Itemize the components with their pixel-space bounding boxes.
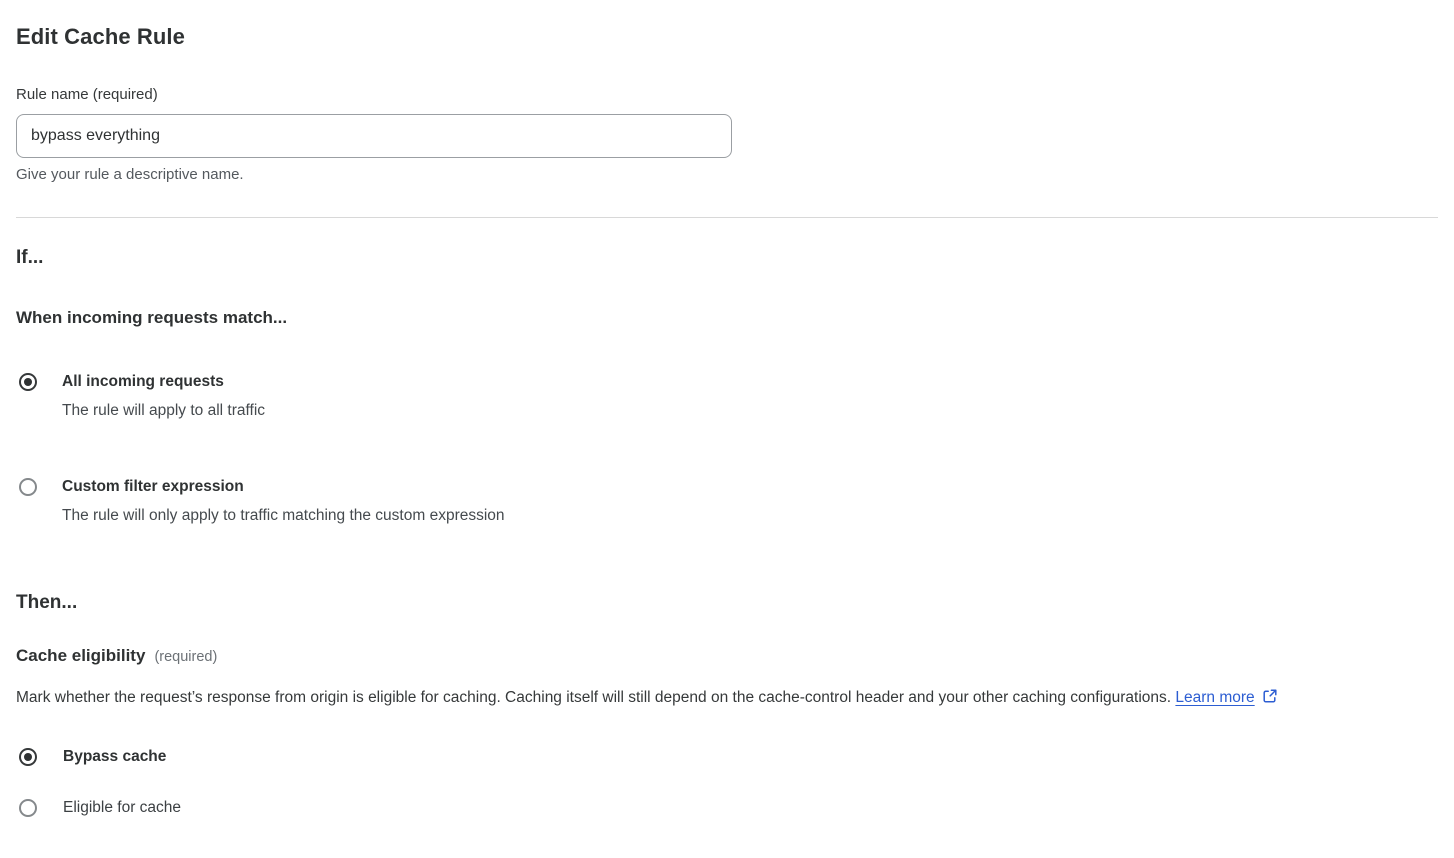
cache-eligibility-title-row [16, 646, 1438, 666]
radio-selected-icon[interactable] [19, 373, 37, 391]
cache-eligibility-required-tag: (required) [154, 649, 218, 665]
cache-eligibility-description-text: Mark whether the request’s response from origin is eligible for caching. Caching itself will still depend on the cache-control header and your other caching configurations. [16, 689, 1172, 706]
radio-option-texts [63, 798, 181, 818]
radio-option-bypass-cache[interactable] [16, 747, 1438, 767]
external-link-icon [1262, 685, 1278, 714]
cache-eligibility-description [16, 683, 1428, 714]
radio-option-description: The rule will only apply to traffic matching the custom expression [62, 507, 505, 524]
learn-more-link[interactable]: Learn more [1175, 689, 1255, 706]
radio-selected-icon[interactable] [19, 748, 37, 766]
if-section-heading: If... [16, 247, 44, 268]
incoming-requests-subheading: When incoming requests match... [16, 308, 288, 327]
rule-name-input[interactable] [16, 114, 732, 158]
radio-option-texts [62, 372, 265, 421]
radio-unselected-icon[interactable] [19, 478, 37, 496]
section-divider [16, 217, 1438, 218]
radio-option-texts [63, 747, 166, 767]
request-match-radio-group [16, 372, 1438, 526]
radio-option-texts [62, 477, 505, 526]
radio-option-label: Eligible for cache [63, 799, 182, 816]
radio-unselected-icon[interactable] [19, 799, 37, 817]
radio-option-description: The rule will apply to all traffic [62, 402, 266, 419]
rule-name-label: Rule name (required) [16, 86, 158, 103]
radio-option-label: Bypass cache [63, 748, 167, 765]
radio-option-label: Custom filter expression [62, 478, 244, 495]
radio-option-custom-filter-expression[interactable] [16, 477, 1438, 526]
cache-eligibility-radio-group [16, 747, 1438, 818]
rule-name-field-group [16, 86, 1438, 183]
radio-option-all-incoming-requests[interactable] [16, 372, 1438, 421]
radio-option-label: All incoming requests [62, 373, 224, 390]
page-title: Edit Cache Rule [16, 24, 185, 49]
radio-option-eligible-for-cache[interactable] [16, 798, 1438, 818]
then-section-heading: Then... [16, 592, 78, 613]
rule-name-helper-text: Give your rule a descriptive name. [16, 166, 244, 183]
cache-eligibility-label: Cache eligibility [16, 646, 146, 665]
